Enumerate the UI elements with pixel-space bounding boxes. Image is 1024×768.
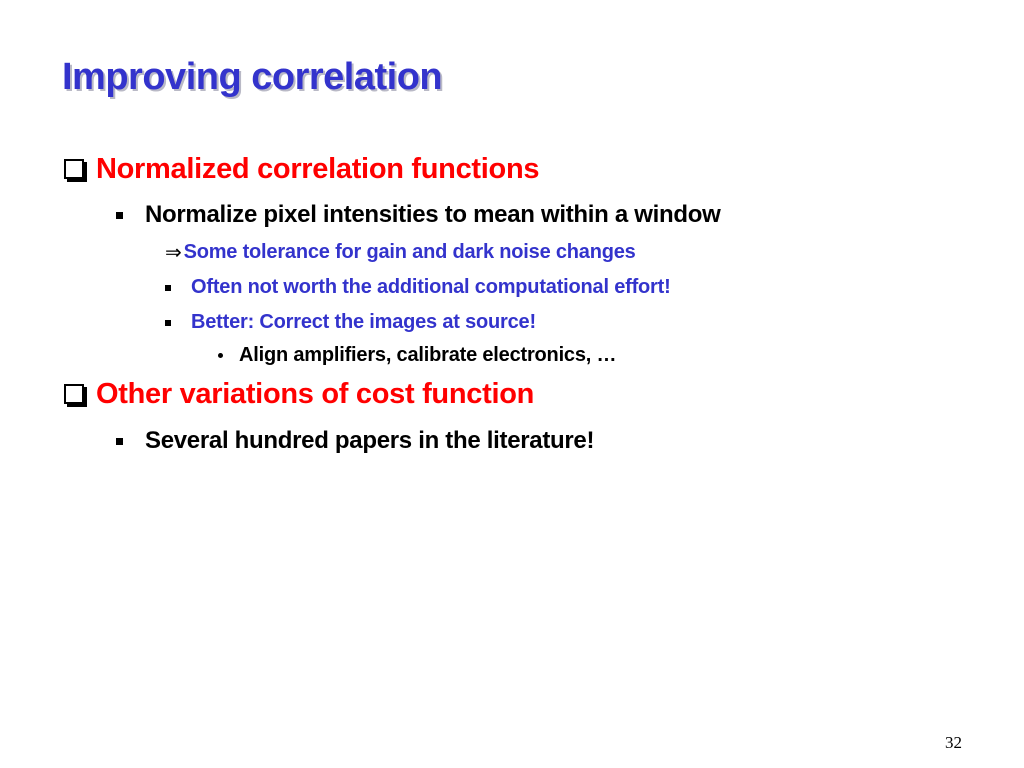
bullet-text: Often not worth the additional computational effort! <box>191 276 671 298</box>
implies-arrow-icon: ⇒ <box>165 242 182 264</box>
square-bullet-icon <box>165 285 171 291</box>
dot-bullet-icon <box>218 353 223 358</box>
bullet-text: Better: Correct the images at source! <box>191 311 536 333</box>
slide-title: Improving correlation <box>62 56 443 98</box>
bullet-text: Several hundred papers in the literature! <box>145 427 595 454</box>
page-number: 32 <box>945 733 962 752</box>
checkbox-bullet-icon <box>64 159 84 179</box>
bullet-level3 <box>165 276 671 299</box>
square-bullet-icon <box>116 212 123 219</box>
bullet-level2 <box>116 201 720 229</box>
bullet-level2 <box>116 427 594 455</box>
square-bullet-icon <box>116 438 123 445</box>
bullet-text: Align amplifiers, calibrate electronics, … <box>239 344 617 366</box>
bullet-text: Normalize pixel intensities to mean within a window <box>145 201 721 228</box>
bullet-level3 <box>165 240 636 265</box>
bullet-level3 <box>165 311 536 334</box>
bullet-level1 <box>64 153 539 186</box>
checkbox-bullet-icon <box>64 384 84 404</box>
bullet-text: Some tolerance for gain and dark noise changes <box>183 241 636 263</box>
bullet-text: Normalized correlation functions <box>96 153 540 185</box>
square-bullet-icon <box>165 320 171 326</box>
bullet-text: Other variations of cost function <box>96 378 535 410</box>
bullet-level4 <box>218 344 616 367</box>
bullet-level1 <box>64 378 534 411</box>
